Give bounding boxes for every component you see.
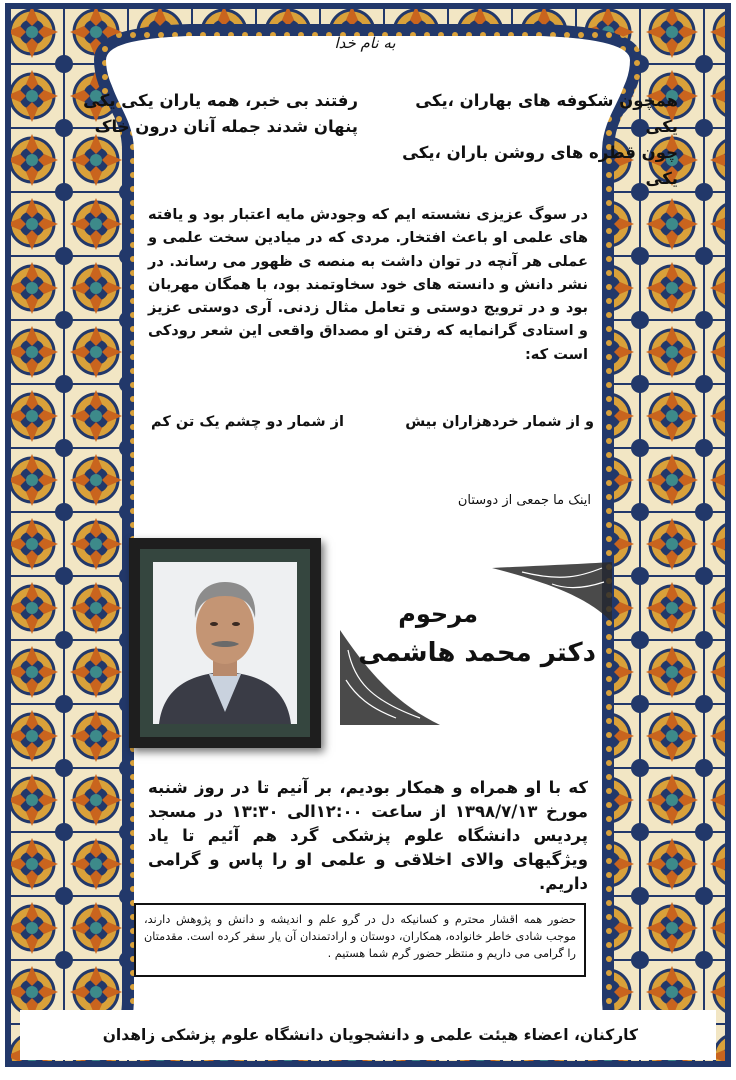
verse-right-line-1: رفتند بی خبر، همه یاران یکی یکی [83,91,358,110]
header-verse-right [58,88,358,140]
corner-ornament-top-right [492,562,612,622]
header-verse-left [378,88,678,192]
bismillah-calligraphy: به نام خدا [334,34,396,52]
deceased-title: مرحوم [398,600,478,628]
verse-right-line-2: پنهان شدند جمله آنان درون خاک [94,117,358,136]
ceremony-announcement: که با او همراه و همکار بودیم، بر آنیم تا در روز شنبه مورخ ۱۳۹۸/۷/۱۳ از ساعت ۱۲:۰۰الی ۱۳:۳۰ در مسجد پردیس دانشگاه علوم پزشکی گرد هم آئیم تا یاد ویژگیهای والای اخلاقی و علمی او را پاس و گرامی داریم. [148,778,588,893]
verse-left-line-2: چون قطره های روشن باران ،یکی یکی [402,143,678,188]
attendance-notice-box: حضور همه اقشار محترم و کسانیکه دل در گرو علم و اندیشه و دانش و پژوهش دارند، موجب شادی خاطر خانواده، همکاران، دوستان و ارادتمندان آن یار سفر کرده است. مقدمتان را گرامی می داریم و منتظر حضور گرم شما هستیم . [134,903,586,977]
friends-line: اینک ما جمعی از دوستان [457,493,591,508]
deceased-name: دکتر محمد هاشمی [358,638,596,668]
poem-line-a: از شمار دو چشم یک تن کم [151,414,344,430]
signature-line: کارکنان، اعضاء هیئت علمی و دانشجویان دانشگاه علوم پزشکی زاهدان [102,1026,638,1044]
poem-line-b: و از شمار خردهزاران بیش [405,414,594,430]
verse-left-line-1: همچون شکوفه های بهاران ،یکی یکی [415,91,678,136]
portrait-photo [153,562,297,724]
memorial-body-text: در سوگ عزیزی نشسته ایم که وجودش مایه اعتبار بود و یافته های علمی او باعث افتخار. مردی که در میادین سخت علمی و عملی هر آنچه در توان داشت به منصه ی ظهور می رساند. در نشر دانش و دانسته های خود سخاوتمند بود، با همگان مهربان بود و در ترویج دوستی و تعامل مثال زدنی. آری دوستی عزیز و استادی گرانمایه که رفتن او مصداق واقعی این شعر رودکی است که: [148,206,588,363]
portrait-photo-frame [129,538,321,748]
